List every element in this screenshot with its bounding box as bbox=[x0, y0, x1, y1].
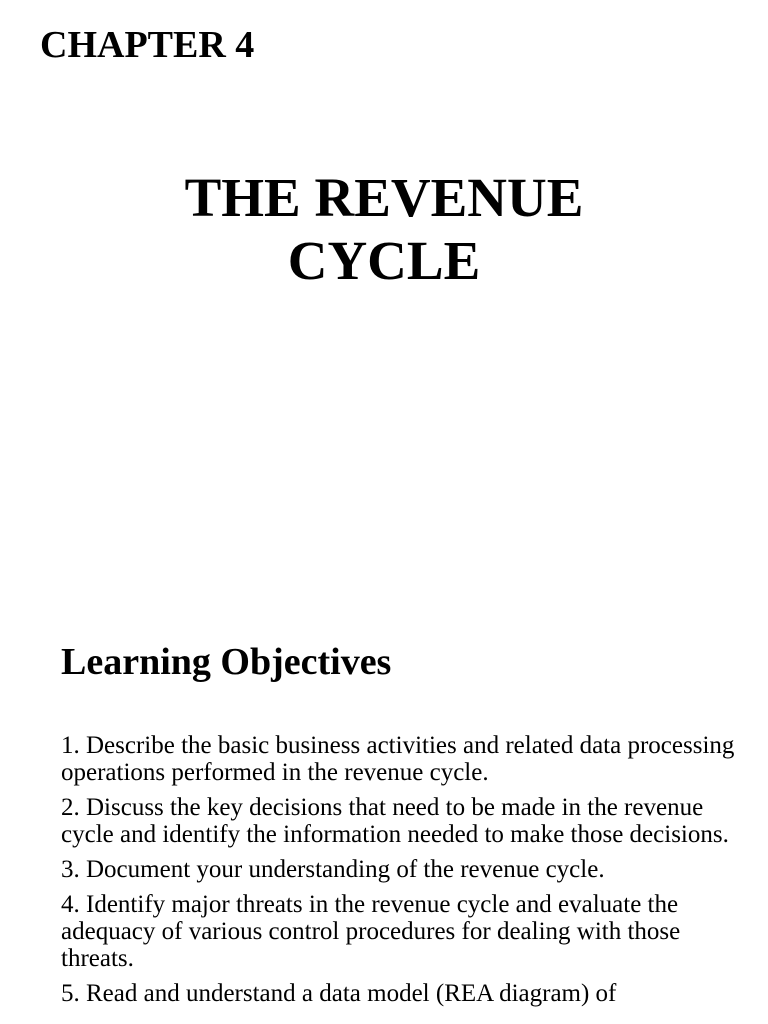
objective-item: 2. Discuss the key decisions that need to be made in the revenue cycle and identify the information needed to make those decisions. bbox=[61, 794, 729, 848]
learning-objectives-heading: Learning Objectives bbox=[61, 641, 392, 683]
chapter-title-line-2: CYCLE bbox=[287, 230, 481, 291]
learning-objectives-list bbox=[61, 732, 751, 1015]
chapter-label: CHAPTER 4 bbox=[40, 24, 255, 66]
objective-item: 4. Identify major threats in the revenue cycle and evaluate the adequacy of various control procedures for dealing with those threats. bbox=[61, 891, 681, 972]
objective-item: 1. Describe the basic business activities and related data processing operations performed in the revenue cycle. bbox=[61, 732, 735, 786]
chapter-title-line-1: THE REVENUE bbox=[184, 167, 584, 228]
objective-item: 3. Document your understanding of the revenue cycle. bbox=[61, 856, 605, 883]
chapter-title bbox=[0, 166, 768, 292]
objective-item: 5. Read and understand a data model (REA diagram) of bbox=[61, 980, 617, 1007]
